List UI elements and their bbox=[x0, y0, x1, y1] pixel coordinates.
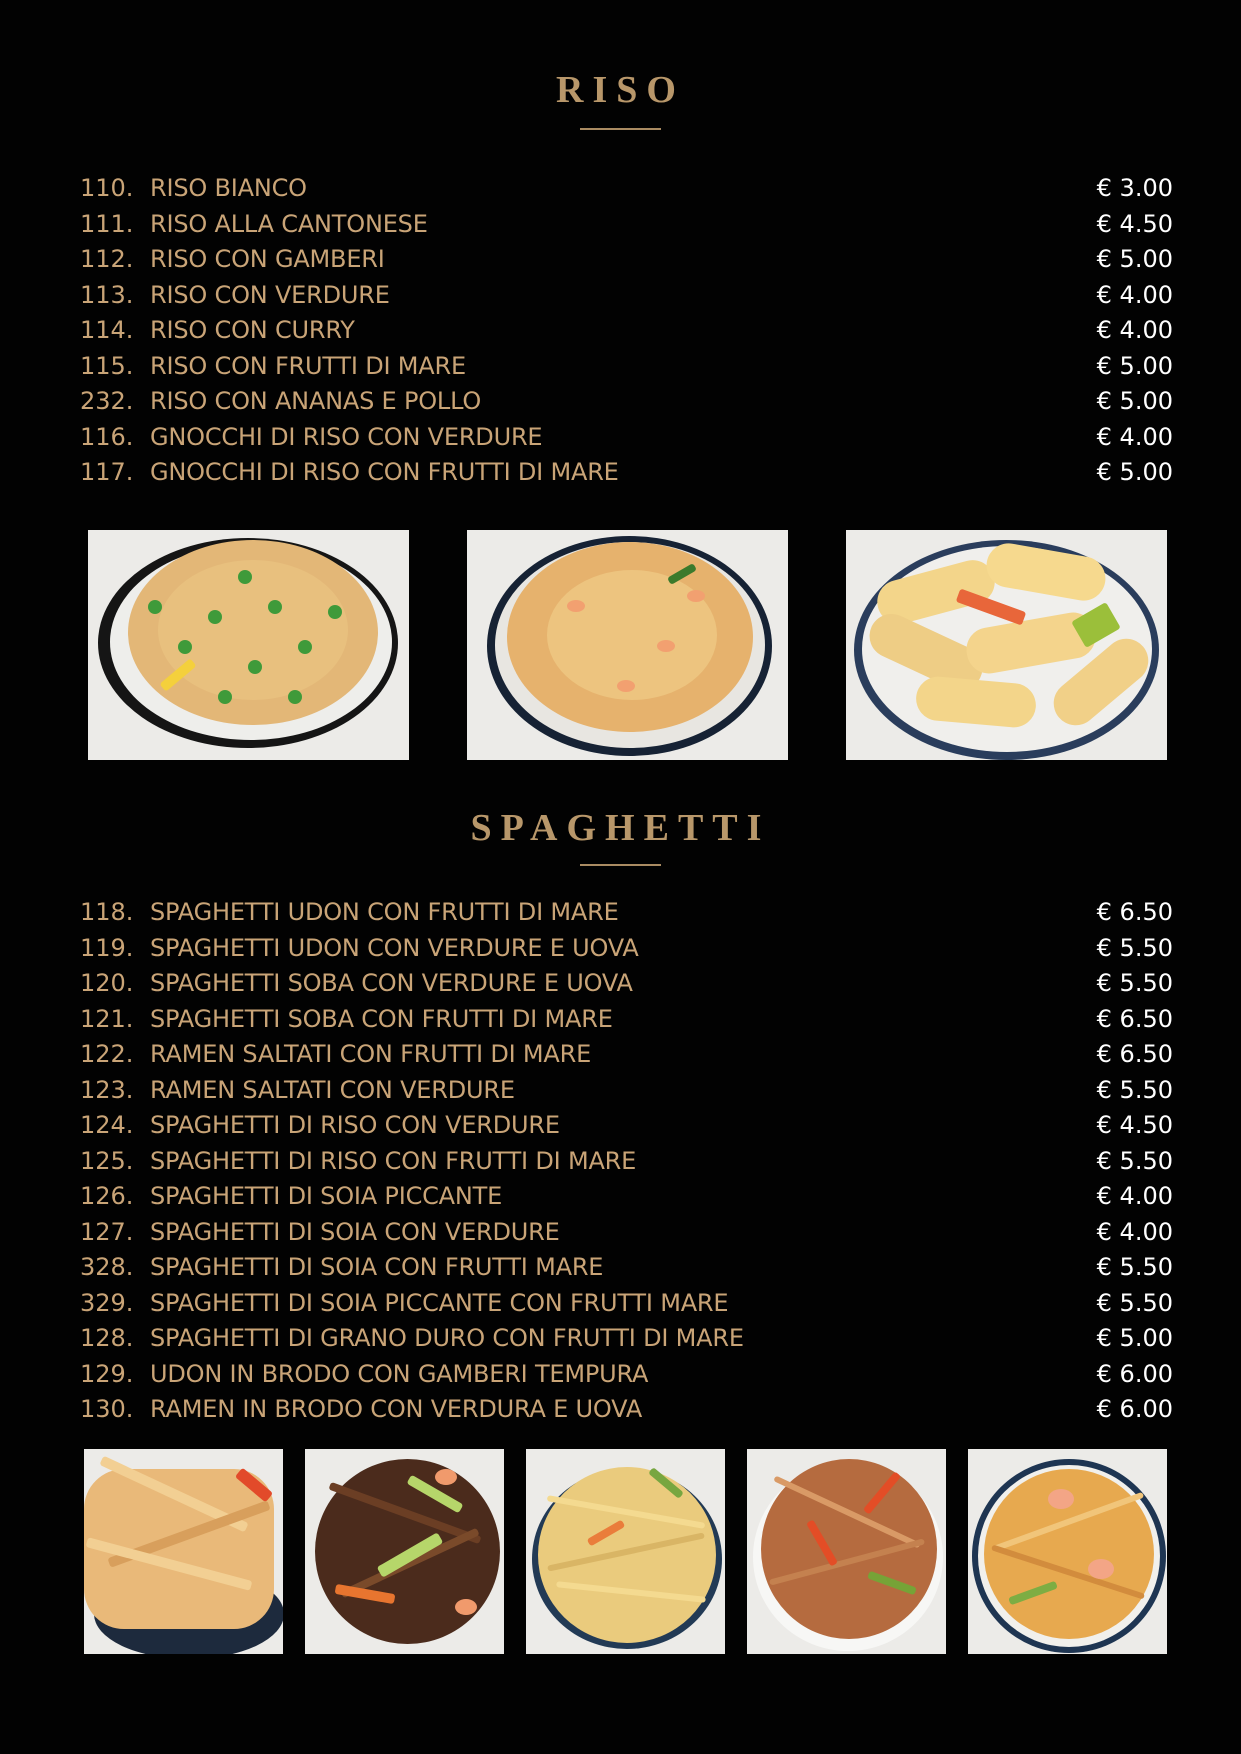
item-price: € 5.50 bbox=[1096, 1075, 1173, 1104]
item-name: SPAGHETTI UDON CON VERDURE E UOVA bbox=[150, 933, 639, 962]
item-number: 328. bbox=[80, 1253, 134, 1281]
item-price: € 5.50 bbox=[1096, 933, 1173, 962]
item-number: 129. bbox=[80, 1359, 134, 1388]
item-name: SPAGHETTI SOBA CON VERDURE E UOVA bbox=[150, 969, 633, 997]
item-name: RAMEN SALTATI CON VERDURE bbox=[150, 1075, 515, 1104]
menu-item bbox=[80, 1073, 1173, 1109]
item-price: € 5.00 bbox=[1096, 1324, 1173, 1352]
item-name: RISO CON VERDURE bbox=[150, 280, 390, 309]
menu-item bbox=[80, 1286, 1173, 1322]
menu-item bbox=[80, 931, 1173, 967]
item-name: SPAGHETTI DI RISO CON FRUTTI DI MARE bbox=[150, 1146, 637, 1175]
item-price: € 4.00 bbox=[1096, 316, 1173, 344]
menu-item bbox=[80, 313, 1173, 349]
item-number: 121. bbox=[80, 1004, 134, 1033]
menu-item bbox=[80, 1037, 1173, 1073]
item-number: 123. bbox=[80, 1075, 134, 1104]
item-number: 329. bbox=[80, 1288, 134, 1317]
riso-menu-list bbox=[80, 171, 1173, 491]
item-price: € 6.50 bbox=[1096, 898, 1173, 926]
item-price: € 4.00 bbox=[1096, 1182, 1173, 1210]
rice-noodles-photo bbox=[747, 1449, 946, 1654]
item-price: € 4.00 bbox=[1096, 1217, 1173, 1246]
item-number: 118. bbox=[80, 898, 134, 926]
menu-item bbox=[80, 1321, 1173, 1357]
wheat-noodles-with-shrimp-photo bbox=[968, 1449, 1167, 1654]
item-name: SPAGHETTI DI SOIA CON FRUTTI MARE bbox=[150, 1253, 604, 1281]
item-name: SPAGHETTI DI SOIA PICCANTE bbox=[150, 1182, 503, 1210]
item-number: 126. bbox=[80, 1182, 134, 1210]
menu-item bbox=[80, 349, 1173, 385]
item-number: 127. bbox=[80, 1217, 134, 1246]
item-number: 125. bbox=[80, 1146, 134, 1175]
item-price: € 5.00 bbox=[1096, 458, 1173, 486]
soba-noodles-photo bbox=[305, 1449, 504, 1654]
title-underline bbox=[580, 864, 661, 866]
item-name: SPAGHETTI DI RISO CON VERDURE bbox=[150, 1111, 560, 1139]
item-price: € 6.50 bbox=[1096, 1040, 1173, 1068]
item-number: 110. bbox=[80, 174, 134, 202]
item-name: RISO CON GAMBERI bbox=[150, 245, 385, 273]
item-number: 117. bbox=[80, 458, 134, 486]
udon-noodles-photo bbox=[84, 1449, 283, 1654]
item-name: RISO BIANCO bbox=[150, 174, 307, 202]
menu-item bbox=[80, 420, 1173, 456]
item-number: 111. bbox=[80, 209, 134, 238]
item-name: GNOCCHI DI RISO CON FRUTTI DI MARE bbox=[150, 458, 619, 486]
title-underline bbox=[580, 128, 661, 130]
item-name: RISO CON FRUTTI DI MARE bbox=[150, 351, 466, 380]
item-name: RISO ALLA CANTONESE bbox=[150, 209, 428, 238]
item-price: € 3.00 bbox=[1096, 174, 1173, 202]
item-name: RAMEN SALTATI CON FRUTTI DI MARE bbox=[150, 1040, 592, 1068]
menu-item bbox=[80, 278, 1173, 314]
item-number: 115. bbox=[80, 351, 134, 380]
menu-item bbox=[80, 242, 1173, 278]
fried-rice-with-peas-photo bbox=[88, 530, 409, 760]
menu-item bbox=[80, 895, 1173, 931]
menu-item bbox=[80, 1002, 1173, 1038]
menu-item bbox=[80, 455, 1173, 491]
spaghetti-menu-list bbox=[80, 895, 1173, 1428]
menu-item bbox=[80, 171, 1173, 207]
item-price: € 6.50 bbox=[1096, 1004, 1173, 1033]
menu-item bbox=[80, 1250, 1173, 1286]
item-name: RAMEN IN BRODO CON VERDURA E UOVA bbox=[150, 1395, 643, 1423]
item-number: 112. bbox=[80, 245, 134, 273]
item-price: € 5.00 bbox=[1096, 351, 1173, 380]
menu-item bbox=[80, 384, 1173, 420]
item-number: 119. bbox=[80, 933, 134, 962]
ramen-noodles-photo bbox=[526, 1449, 725, 1654]
item-price: € 4.00 bbox=[1096, 422, 1173, 451]
section-title-riso: RISO bbox=[556, 69, 685, 111]
item-name: SPAGHETTI DI SOIA CON VERDURE bbox=[150, 1217, 560, 1246]
item-name: SPAGHETTI UDON CON FRUTTI DI MARE bbox=[150, 898, 619, 926]
item-name: RISO CON CURRY bbox=[150, 316, 355, 344]
menu-item bbox=[80, 1215, 1173, 1251]
menu-item bbox=[80, 1108, 1173, 1144]
item-price: € 6.00 bbox=[1096, 1395, 1173, 1423]
item-name: SPAGHETTI SOBA CON FRUTTI DI MARE bbox=[150, 1004, 613, 1033]
item-number: 130. bbox=[80, 1395, 134, 1423]
item-price: € 5.00 bbox=[1096, 387, 1173, 415]
menu-item bbox=[80, 1392, 1173, 1428]
menu-item bbox=[80, 1357, 1173, 1393]
menu-item bbox=[80, 1179, 1173, 1215]
menu-item bbox=[80, 207, 1173, 243]
item-number: 114. bbox=[80, 316, 134, 344]
item-number: 120. bbox=[80, 969, 134, 997]
item-price: € 4.50 bbox=[1096, 1111, 1173, 1139]
item-number: 116. bbox=[80, 422, 134, 451]
rice-gnocchi-with-vegetables-photo bbox=[846, 530, 1167, 760]
item-number: 232. bbox=[80, 387, 134, 415]
item-price: € 4.50 bbox=[1096, 209, 1173, 238]
menu-item bbox=[80, 1144, 1173, 1180]
item-price: € 5.50 bbox=[1096, 969, 1173, 997]
item-price: € 5.00 bbox=[1096, 245, 1173, 273]
item-name: UDON IN BRODO CON GAMBERI TEMPURA bbox=[150, 1359, 649, 1388]
item-name: SPAGHETTI DI SOIA PICCANTE CON FRUTTI MARE bbox=[150, 1288, 729, 1317]
item-price: € 5.50 bbox=[1096, 1288, 1173, 1317]
fried-rice-with-shrimp-photo bbox=[467, 530, 788, 760]
item-name: SPAGHETTI DI GRANO DURO CON FRUTTI DI MARE bbox=[150, 1324, 744, 1352]
item-price: € 5.50 bbox=[1096, 1146, 1173, 1175]
section-title-spaghetti: SPAGHETTI bbox=[470, 807, 771, 849]
item-number: 113. bbox=[80, 280, 134, 309]
menu-item bbox=[80, 966, 1173, 1002]
item-number: 128. bbox=[80, 1324, 134, 1352]
item-number: 122. bbox=[80, 1040, 134, 1068]
item-number: 124. bbox=[80, 1111, 134, 1139]
item-price: € 5.50 bbox=[1096, 1253, 1173, 1281]
item-price: € 6.00 bbox=[1096, 1359, 1173, 1388]
item-price: € 4.00 bbox=[1096, 280, 1173, 309]
item-name: GNOCCHI DI RISO CON VERDURE bbox=[150, 422, 543, 451]
item-name: RISO CON ANANAS E POLLO bbox=[150, 387, 482, 415]
